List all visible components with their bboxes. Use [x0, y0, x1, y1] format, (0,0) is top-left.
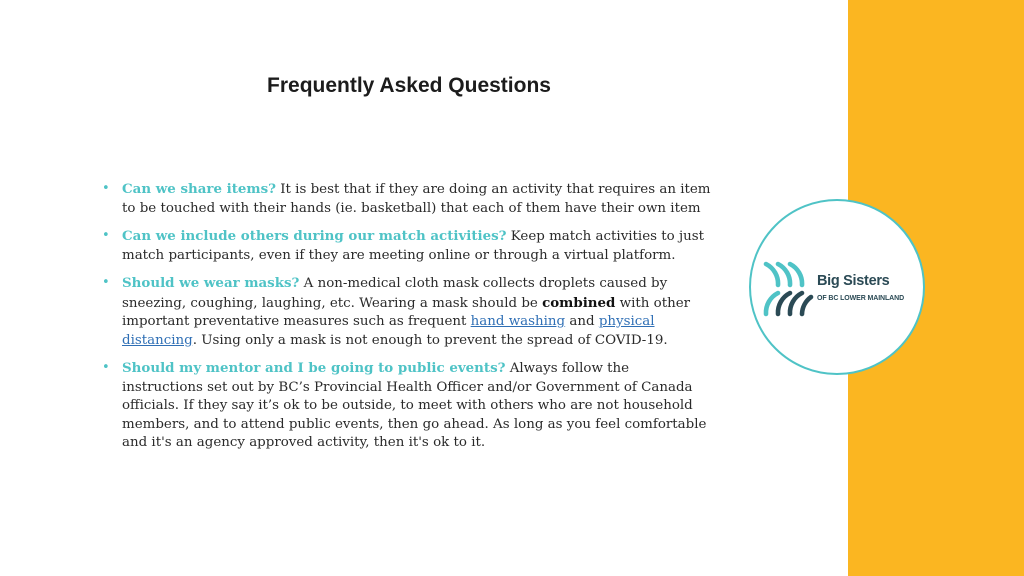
faq-question: Should we wear masks?: [122, 275, 300, 291]
faq-question: Can we include others during our match activities?: [122, 228, 507, 244]
faq-answer: . Using only a mask is not enough to prevent the spread of COVID-19.: [192, 332, 668, 348]
bullet-icon: •: [102, 228, 110, 243]
hand-washing-link[interactable]: hand washing: [470, 314, 566, 329]
logo-badge: [749, 199, 925, 375]
faq-answer: Always follow the instructions set out by BC’s Provincial Health Officer and/or Government of Canada officials. If they say it’s ok to be outside, to meet with others who are not household members, and to attend public events, then go ahead. As long as you feel comfortable and it's an agency approved activity, then it's ok to it.: [122, 361, 707, 450]
faq-answer: with other important preventative measures such as frequent: [122, 295, 691, 329]
faq-question: Should my mentor and I be going to public events?: [122, 360, 506, 376]
logo-arcs-icon: [763, 261, 815, 321]
logo-subtitle: OF BC LOWER MAINLAND: [817, 295, 905, 302]
faq-emphasis: combined: [542, 294, 616, 311]
faq-list: [102, 180, 712, 462]
logo-name: Big Sisters: [817, 273, 890, 289]
bullet-icon: •: [102, 275, 110, 290]
faq-answer: and: [565, 314, 599, 329]
bullet-icon: •: [102, 181, 110, 196]
faq-answer: A non-medical cloth mask collects droplets caused by sneezing, coughing, laughing, etc. Wearing a mask should be: [122, 276, 668, 311]
faq-item-public-events: [102, 359, 712, 453]
page-title: Frequently Asked Questions: [267, 74, 551, 97]
bullet-icon: •: [102, 360, 110, 375]
faq-question: Can we share items?: [122, 181, 276, 197]
faq-answer: Keep match activities to just match participants, even if they are meeting online or through a virtual platform.: [122, 229, 704, 263]
faq-item-masks: [102, 274, 712, 350]
physical-distancing-link[interactable]: physical distancing: [122, 314, 655, 348]
faq-answer: It is best that if they are doing an activity that requires an item to be touched with their hands (ie. basketball) that each of them have their own item: [122, 182, 711, 216]
faq-item-share-items: [102, 180, 712, 218]
faq-item-include-others: [102, 227, 712, 265]
